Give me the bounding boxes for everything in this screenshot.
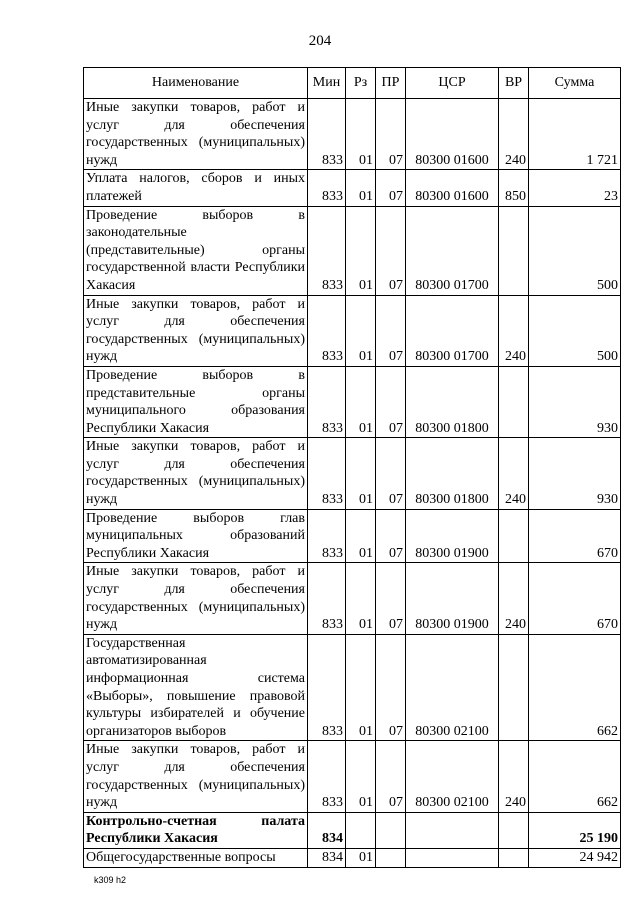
row-name: Проведение выборов глав муниципальных образований Республики Хакасия — [84, 509, 308, 563]
row-vr — [499, 812, 529, 848]
row-pr — [376, 848, 406, 867]
row-min: 833 — [308, 563, 346, 634]
row-name: Иные закупки товаров, работ и услуг для обеспечения государственных (муниципальных) нужд — [84, 295, 308, 366]
row-sum: 930 — [529, 366, 621, 437]
footer-code: k309 h2 — [94, 875, 127, 885]
row-min: 833 — [308, 741, 346, 812]
row-csr: 80300 01600 — [406, 99, 499, 170]
row-sum: 670 — [529, 509, 621, 563]
table-row — [84, 812, 621, 848]
row-sum: 500 — [529, 206, 621, 295]
row-name: Иные закупки товаров, работ и услуг для обеспечения государственных (муниципальных) нужд — [84, 563, 308, 634]
row-vr — [499, 634, 529, 741]
row-vr: 240 — [499, 741, 529, 812]
row-rz: 01 — [346, 206, 376, 295]
row-name: Общегосударственные вопросы — [84, 848, 308, 867]
row-sum: 23 — [529, 170, 621, 206]
row-name: Контрольно-счетная палата Республики Хакасия — [84, 812, 308, 848]
col-header-rz: Рз — [346, 68, 376, 99]
row-name: Государственная автоматизированная информационная система «Выборы», повышение правовой культуры избирателей и обучение организаторов выборов — [84, 634, 308, 741]
row-vr: 240 — [499, 563, 529, 634]
row-csr — [406, 812, 499, 848]
row-sum: 24 942 — [529, 848, 621, 867]
row-min: 834 — [308, 812, 346, 848]
row-pr: 07 — [376, 741, 406, 812]
row-name: Иные закупки товаров, работ и услуг для обеспечения государственных (муниципальных) нужд — [84, 99, 308, 170]
row-rz: 01 — [346, 563, 376, 634]
row-vr — [499, 206, 529, 295]
row-csr: 80300 01700 — [406, 295, 499, 366]
row-rz: 01 — [346, 295, 376, 366]
col-header-vr: ВР — [499, 68, 529, 99]
row-min: 834 — [308, 848, 346, 867]
col-header-min: Мин — [308, 68, 346, 99]
row-min: 833 — [308, 634, 346, 741]
row-pr: 07 — [376, 634, 406, 741]
table-row — [84, 206, 621, 295]
page-number: 204 — [308, 33, 332, 49]
row-rz — [346, 812, 376, 848]
row-pr: 07 — [376, 206, 406, 295]
row-vr — [499, 366, 529, 437]
table-row — [84, 170, 621, 206]
table-row — [84, 848, 621, 867]
row-vr: 850 — [499, 170, 529, 206]
table-row — [84, 509, 621, 563]
row-name: Уплата налогов, сборов и иных платежей — [84, 170, 308, 206]
row-csr — [406, 848, 499, 867]
row-rz: 01 — [346, 848, 376, 867]
row-vr: 240 — [499, 438, 529, 509]
row-vr — [499, 848, 529, 867]
col-header-csr: ЦСР — [406, 68, 499, 99]
row-pr: 07 — [376, 295, 406, 366]
row-min: 833 — [308, 295, 346, 366]
row-name: Иные закупки товаров, работ и услуг для обеспечения государственных (муниципальных) нужд — [84, 741, 308, 812]
row-name: Проведение выборов в представительные органы муниципального образования Республики Хакасия — [84, 366, 308, 437]
table-row — [84, 563, 621, 634]
row-sum: 1 721 — [529, 99, 621, 170]
row-csr: 80300 01700 — [406, 206, 499, 295]
row-csr: 80300 01900 — [406, 509, 499, 563]
row-pr: 07 — [376, 563, 406, 634]
row-sum: 500 — [529, 295, 621, 366]
table-header-row — [84, 68, 621, 99]
row-rz: 01 — [346, 438, 376, 509]
row-csr: 80300 02100 — [406, 634, 499, 741]
row-rz: 01 — [346, 366, 376, 437]
table-row — [84, 741, 621, 812]
row-csr: 80300 01600 — [406, 170, 499, 206]
row-pr: 07 — [376, 438, 406, 509]
table-row — [84, 99, 621, 170]
table-row — [84, 438, 621, 509]
row-rz: 01 — [346, 509, 376, 563]
row-sum: 662 — [529, 741, 621, 812]
col-header-sum: Сумма — [529, 68, 621, 99]
row-csr: 80300 02100 — [406, 741, 499, 812]
row-rz: 01 — [346, 634, 376, 741]
row-name: Иные закупки товаров, работ и услуг для обеспечения государственных (муниципальных) нужд — [84, 438, 308, 509]
row-sum: 930 — [529, 438, 621, 509]
row-csr: 80300 01800 — [406, 366, 499, 437]
row-vr — [499, 509, 529, 563]
row-sum: 670 — [529, 563, 621, 634]
row-min: 833 — [308, 509, 346, 563]
row-min: 833 — [308, 99, 346, 170]
row-csr: 80300 01900 — [406, 563, 499, 634]
row-pr: 07 — [376, 366, 406, 437]
row-sum: 662 — [529, 634, 621, 741]
row-rz: 01 — [346, 741, 376, 812]
table-row — [84, 295, 621, 366]
row-vr: 240 — [499, 295, 529, 366]
table-row — [84, 634, 621, 741]
row-vr: 240 — [499, 99, 529, 170]
col-header-pr: ПР — [376, 68, 406, 99]
col-header-name: Наименование — [84, 68, 308, 99]
row-min: 833 — [308, 206, 346, 295]
row-pr: 07 — [376, 99, 406, 170]
table-row — [84, 366, 621, 437]
row-name: Проведение выборов в законодательные (представительные) органы государственной власти Республики Хакасия — [84, 206, 308, 295]
row-min: 833 — [308, 438, 346, 509]
budget-table — [83, 67, 621, 868]
row-min: 833 — [308, 366, 346, 437]
row-sum: 25 190 — [529, 812, 621, 848]
row-pr: 07 — [376, 170, 406, 206]
row-min: 833 — [308, 170, 346, 206]
row-rz: 01 — [346, 170, 376, 206]
row-csr: 80300 01800 — [406, 438, 499, 509]
row-rz: 01 — [346, 99, 376, 170]
row-pr — [376, 812, 406, 848]
row-pr: 07 — [376, 509, 406, 563]
